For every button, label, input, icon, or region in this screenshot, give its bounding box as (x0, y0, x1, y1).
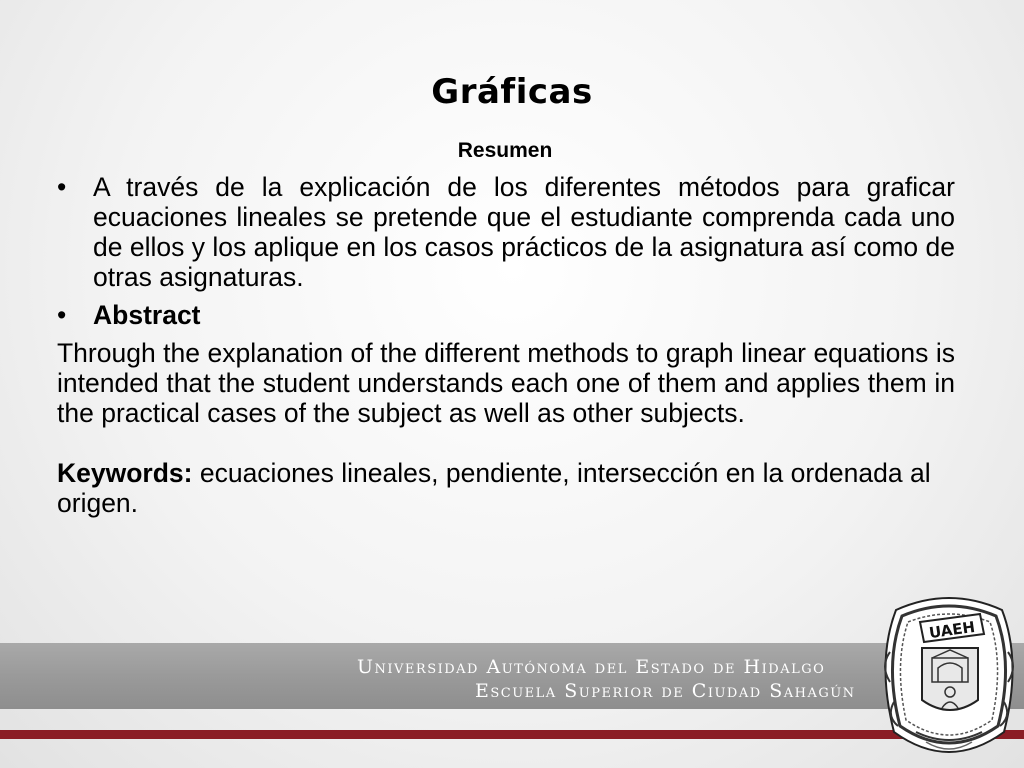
svg-text:UAEH: UAEH (927, 617, 977, 643)
school-name (475, 680, 856, 702)
school-name-text: Escuela Superior de Ciudad Sahagún (475, 680, 856, 702)
abstract-bullet (57, 300, 955, 330)
slide-content (57, 172, 955, 518)
abstract-text: Through the explanation of the different methods to graph linear equations is intended that the student understands each one of them and applies them in the practical cases of the subject as well as other subjects. (57, 338, 955, 428)
university-name-text: Universidad Autónoma del Estado de Hidalgo (357, 656, 826, 678)
footer-accent-bar (0, 730, 1024, 739)
keywords (57, 458, 952, 518)
bullet-icon: • (57, 300, 67, 330)
keywords-label: Keywords: (57, 458, 193, 488)
slide-title: Gráficas (431, 72, 593, 112)
slide-subtitle: Resumen (457, 139, 553, 162)
keywords-text: ecuaciones lineales, pendiente, intersección en la ordenada al origen. (57, 458, 931, 518)
university-name (357, 656, 825, 678)
resumen-bullet (57, 172, 955, 292)
abstract-heading: Abstract (93, 300, 201, 330)
university-seal-logo (876, 592, 1022, 768)
resumen-text: A través de la explicación de los diferentes métodos para graficar ecuaciones lineales se pretende que el estudiante comprenda cada uno de ellos y los aplique en los casos prácticos de la asignatura así como de otras asignaturas. (93, 172, 955, 292)
bullet-icon: • (57, 172, 67, 202)
